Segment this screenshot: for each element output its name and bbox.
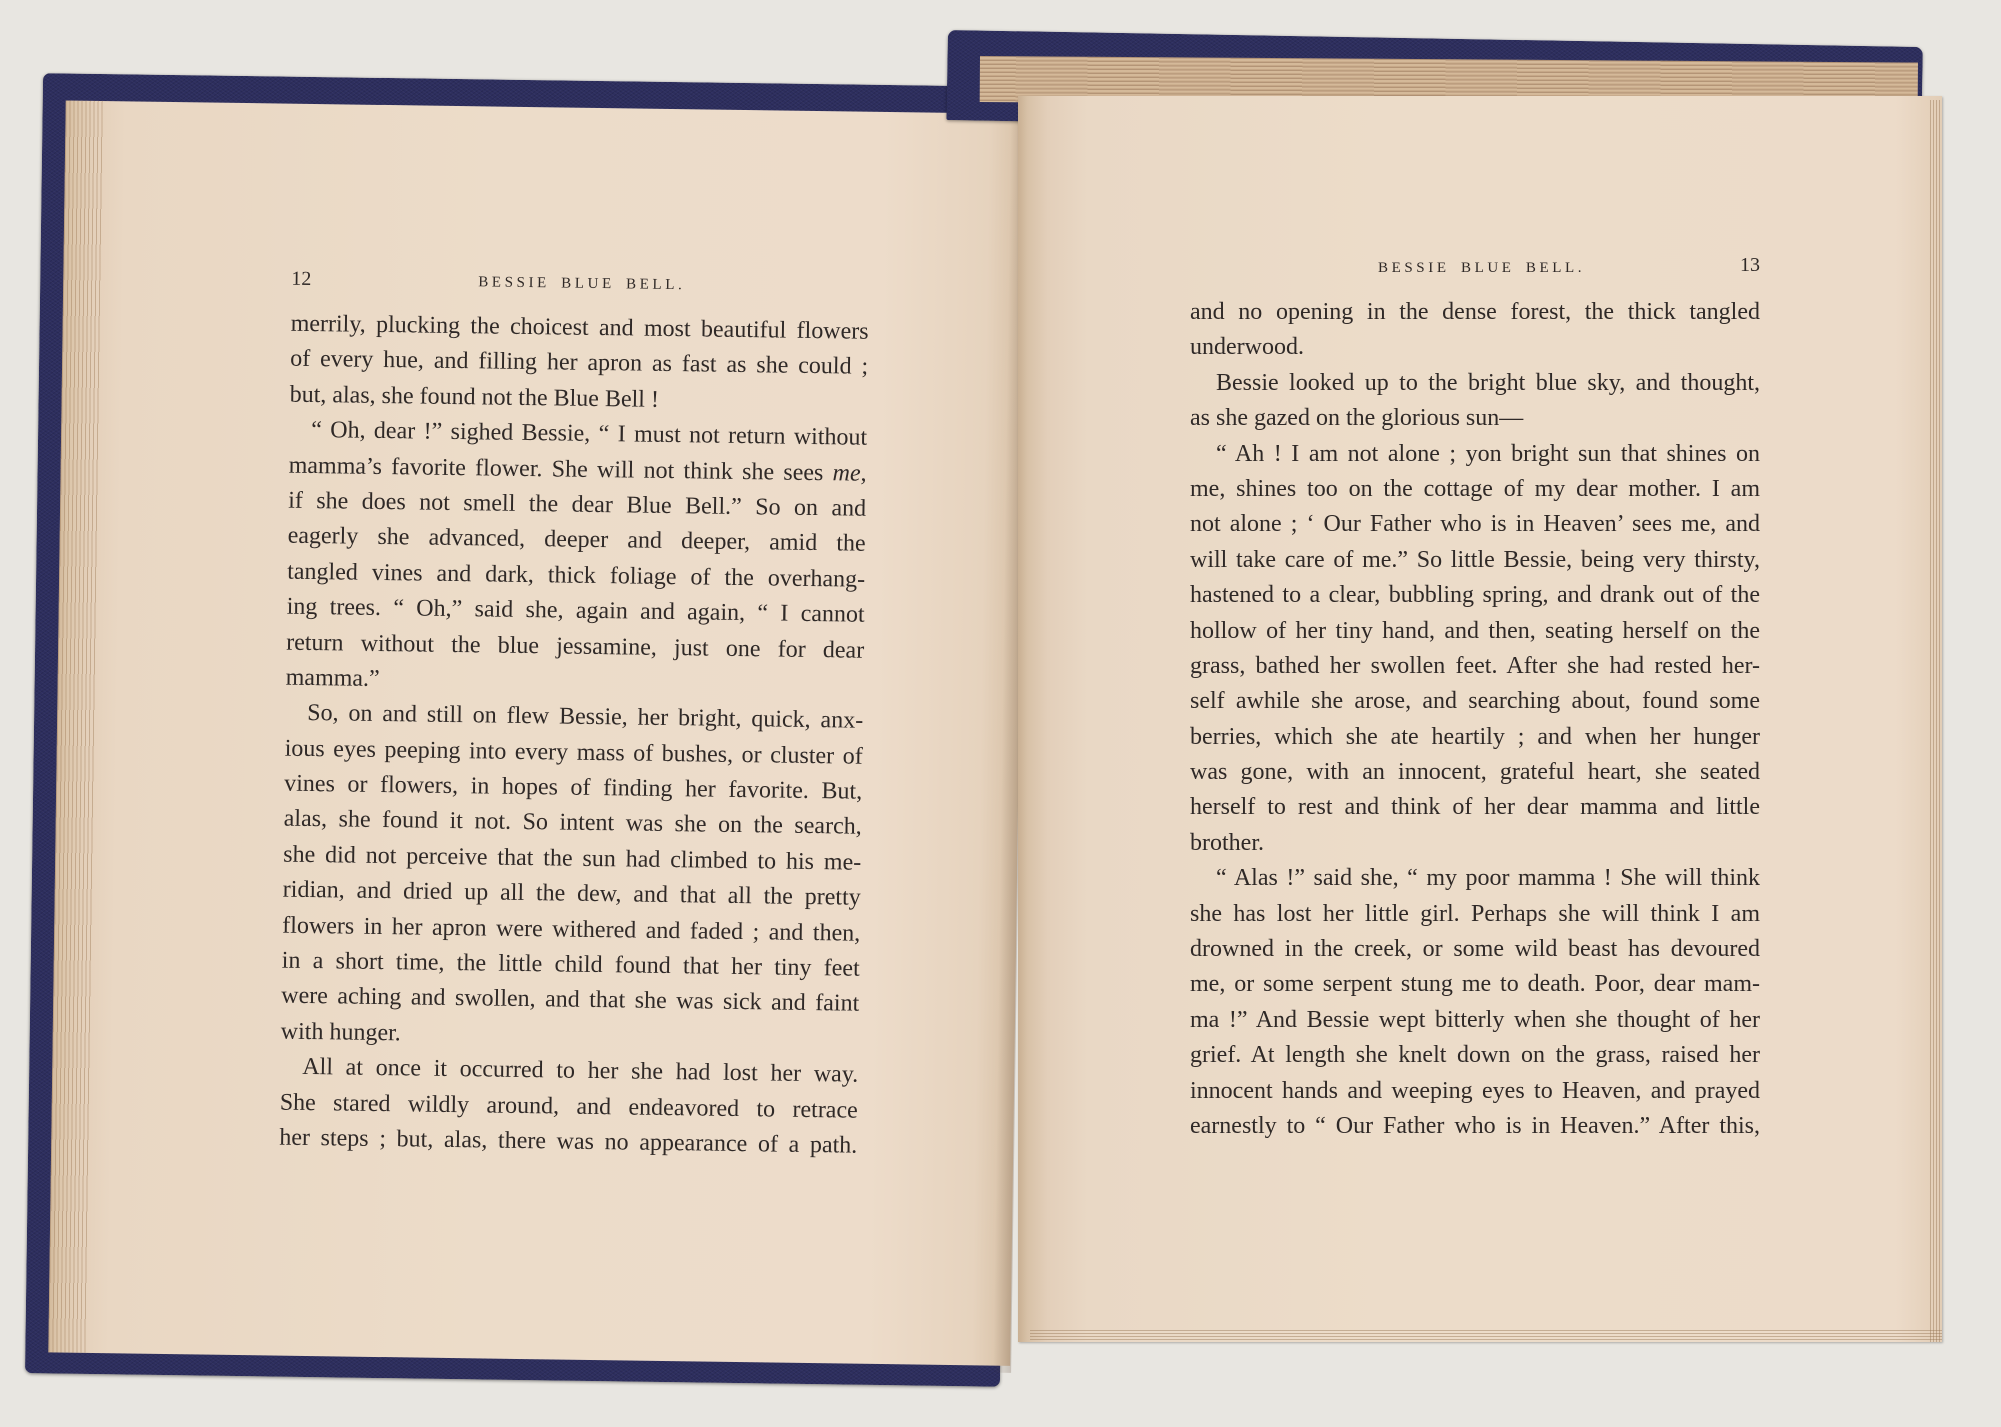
text-line: if she does not smell the dear Blue Bell.” So on and: [288, 487, 867, 522]
text-line: tangled vines and dark, thick foliage of the overhang-: [287, 558, 866, 593]
text-line: mamma.”: [285, 664, 380, 692]
text-run: mamma’s favorite flower. She will not think she sees: [288, 452, 833, 486]
text-line: “ Ah ! I am not alone ; yon bright sun that shines on: [1216, 440, 1760, 467]
text-line: grief. At length she knelt down on the grass, raised her: [1190, 1042, 1760, 1069]
text-line: “ Alas !” said she, “ my poor mamma ! She will think: [1216, 865, 1760, 892]
text-line: vines or flowers, in hopes of finding her favorite. But,: [284, 770, 863, 805]
text-line: Bessie looked up to the bright blue sky, and thought,: [1216, 369, 1760, 396]
text-line: she did not perceive that the sun had climbed to his me-: [283, 841, 862, 876]
page-number-right: 13: [1740, 254, 1760, 276]
text-line: hastened to a clear, bubbling spring, and drank out of the: [1190, 582, 1760, 609]
text-line: grass, bathed her swollen feet. After she had rested her-: [1190, 652, 1760, 679]
text-line: in a short time, the little child found that her tiny feet: [281, 947, 860, 982]
text-line: berries, which she ate heartily ; and when her hunger: [1190, 723, 1760, 750]
text-line: was gone, with an innocent, grateful heart, she seated: [1190, 759, 1760, 786]
text-line: self awhile she arose, and searching about, found some: [1190, 688, 1760, 715]
text-line: ing trees. “ Oh,” said she, again and again, “ I cannot: [286, 593, 865, 628]
text-line: ridian, and dried up all the dew, and that all the pretty: [282, 876, 861, 911]
left-page-text: [279, 307, 869, 1164]
text-line: So, on and still on flew Bessie, her bright, quick, anx-: [307, 700, 864, 735]
text-line: She stared wildly around, and endeavored to retrace: [279, 1089, 858, 1124]
text-line: merrily, plucking the choicest and most beautiful flowers: [290, 310, 869, 345]
text-line: her steps ; but, alas, there was no appearance of a path.: [279, 1124, 858, 1159]
right-page-bottom-edge: [1030, 1330, 1942, 1342]
text-line: me, shines too on the cottage of my dear mother. I am: [1190, 475, 1760, 502]
text-line: hollow of her tiny hand, and then, seating herself on the: [1190, 617, 1760, 644]
running-head-right: BESSIE BLUE BELL.: [1378, 260, 1586, 276]
text-line: were aching and swollen, and that she was sick and faint: [281, 983, 860, 1018]
text-line: earnestly to “ Our Father who is in Heaven.” After this,: [1190, 1112, 1760, 1139]
italic-emphasis: me: [832, 459, 861, 487]
text-run: ,: [860, 460, 867, 487]
text-line: not alone ; ‘ Our Father who is in Heaven’ sees me, and: [1190, 511, 1760, 538]
text-line: underwood.: [1190, 334, 1304, 361]
left-book-half: [21, 69, 1029, 1393]
text-line: of every hue, and filling her apron as fast as she could ;: [289, 346, 869, 381]
text-line: herself to rest and think of her dear mamma and little: [1190, 794, 1760, 821]
text-line: “ Oh, dear !” sighed Bessie, “ I must not return without: [310, 417, 868, 451]
text-line: but, alas, she found not the Blue Bell !: [289, 381, 660, 413]
right-page-fore-edge: [1930, 100, 1942, 1342]
text-line: eagerly she advanced, deeper and deeper, amid the: [287, 523, 866, 558]
text-line: alas, she found it not. So intent was she on the search,: [283, 806, 862, 841]
running-head-left: BESSIE BLUE BELL.: [478, 274, 686, 294]
text-line: and no opening in the dense forest, the thick tangled: [1190, 299, 1760, 325]
text-line: as she gazed on the glorious sun—: [1190, 405, 1524, 432]
text-line: me, or some serpent stung me to death. Poor, dear mam-: [1190, 971, 1760, 998]
right-book-half: [940, 26, 1950, 1356]
text-line: innocent hands and weeping eyes to Heaven, and prayed: [1190, 1077, 1760, 1104]
page-number-left: 12: [291, 267, 312, 290]
text-line: will take care of me.” So little Bessie, being very thirsty,: [1190, 546, 1760, 573]
text-line: flowers in her apron were withered and faded ; and then,: [282, 912, 861, 947]
right-page-text: [1190, 295, 1760, 1144]
text-line: drowned in the creek, or some wild beast has devoured: [1190, 936, 1760, 963]
text-line: ious eyes peeping into every mass of bushes, or cluster of: [284, 735, 863, 770]
text-line: return without the blue jessamine, just one for dear: [286, 629, 865, 664]
text-line: All at once it occurred to her she had lost her way.: [302, 1054, 859, 1088]
text-line: brother.: [1190, 829, 1264, 856]
text-line: ma !” And Bessie wept bitterly when she thought of her: [1190, 1006, 1760, 1033]
text-line: she has lost her little girl. Perhaps she will think I am: [1190, 900, 1760, 927]
text-line: with hunger.: [280, 1018, 401, 1047]
